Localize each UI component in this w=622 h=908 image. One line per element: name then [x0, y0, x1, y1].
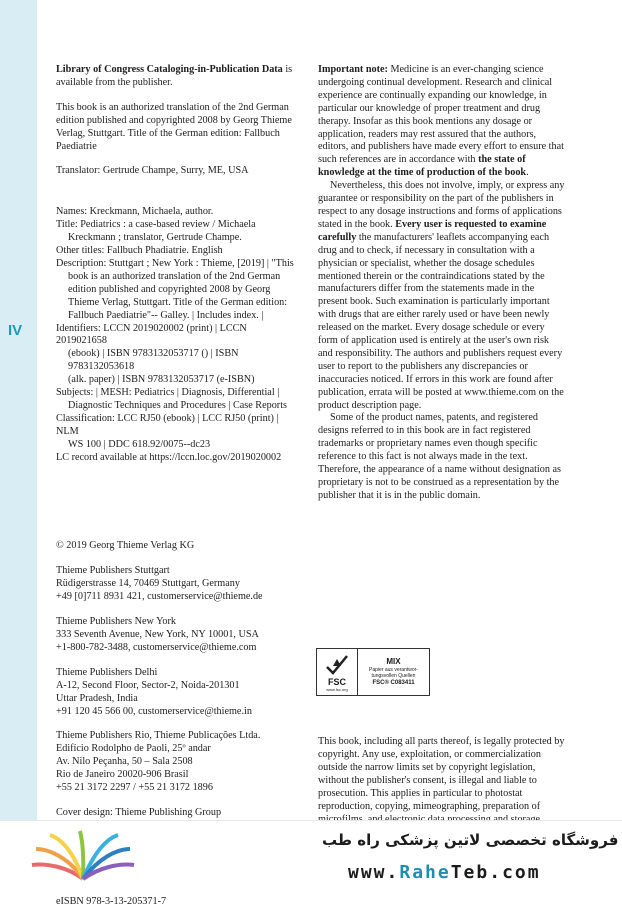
cip-line: Diagnostic Techniques and Procedures | Case Reports: [56, 400, 296, 413]
cip-line: book is an authorized translation of the 2nd German: [56, 271, 296, 284]
open-book-icon: [28, 829, 138, 885]
eisbn: eISBN 978-3-13-205371-7: [56, 896, 296, 908]
fsc-brand: FSC: [328, 677, 346, 687]
p2-b: the manufacturers' leaflets accompanying each drug and to check, if necessary in consultation with a physician or specialist, whether the dosage schedules mentioned therein or the contraindications stated by the manufacturers differ from the statements made in the present book. Such examination is particularly important with drugs that are either rarely used or have been newly released on the market. Every dosage schedule or every form of application used is entirely at the user's own risk and responsibility. The authors and publishers request every user to report to the publishers any discrepancies or inaccuracies noticed. If errors in this work are found after publication, errata will be posted at www.thieme.com on the product description page.: [318, 232, 564, 411]
trademark-paragraph: Some of the product names, patents, and registered designs referred to in this book are in fact registered trademarks or proprietary names even though specific reference to this fact is not always made in the text. Therefore, the appearance of a name without designation as proprietary is not to be construed as a representation by the publisher that it is in the public domain.: [318, 412, 566, 502]
cip-line: Identifiers: LCCN 2019020002 (print) | LCCN 2019021658: [56, 323, 296, 349]
tree-check-icon: [323, 653, 351, 677]
cip-line: Names: Kreckmann, Michaela, author.: [56, 206, 296, 219]
office-line: A-12, Second Floor, Sector-2, Noida-201301: [56, 680, 296, 693]
legal-paragraph: This book, including all parts thereof, is legally protected by copyright. Any use, exploitation, or commercialization outside the narrow limits set by copyright legislation, without the publisher's consent, is illegal and liable to prosecution. This applies in particular to photostat reproduction, copying, mimeographing, preparation of: [318, 736, 566, 826]
url-prefix: www.: [348, 862, 399, 883]
important-note: [318, 64, 566, 180]
office-delhi: [56, 667, 296, 719]
fsc-mix: MIX: [386, 657, 400, 667]
cip-line: LC record available at https://lccn.loc.gov/2019020002: [56, 452, 296, 465]
office-line: Edifício Rodolpho de Paoli, 25º andar: [56, 743, 296, 756]
fsc-code: FSC® C083411: [372, 679, 414, 688]
office-line: Rio de Janeiro 20020-906 Brasil: [56, 769, 296, 782]
p2-bold: Every user is requested to examine carefully: [318, 219, 546, 243]
url-accent: Rahe: [399, 862, 450, 883]
note-bold: the state of knowledge at the time of production of the book: [318, 154, 526, 178]
office-line: Thieme Publishers New York: [56, 616, 296, 629]
office-line: Thieme Publishers Stuttgart: [56, 565, 296, 578]
fsc-text: [358, 649, 429, 695]
cip-line: Kreckmann ; translator, Gertrude Champe.: [56, 232, 296, 245]
office-line: +49 [0]711 8931 421, customerservice@thieme.de: [56, 591, 296, 604]
url-suffix: .com: [489, 862, 540, 883]
fsc-line2: tungsvollen Quellen: [372, 673, 416, 679]
store-url: [348, 862, 541, 883]
loc-title: Library of Congress Cataloging-in-Publication Data: [56, 64, 283, 75]
right-column: [318, 64, 566, 503]
cip-line: Description: Stuttgart ; New York : Thieme, [2019] | "This: [56, 258, 296, 271]
translator: Translator: Gertrude Champe, Surry, ME, USA: [56, 165, 296, 178]
office-stuttgart: [56, 565, 296, 604]
note-end: .: [526, 167, 529, 178]
office-line: Av. Nilo Peçanha, 50 – Sala 2508: [56, 756, 296, 769]
cip-line: edition published and copyrighted 2008 by Georg: [56, 284, 296, 297]
office-rio: [56, 730, 296, 795]
copyright: © 2019 Georg Thieme Verlag KG: [56, 540, 296, 553]
fsc-logo: [316, 648, 430, 696]
note-label: Important note:: [318, 64, 388, 75]
cip-line: Thieme Verlag, Stuttgart. Title of the German edition:: [56, 297, 296, 310]
cip-line: Other titles: Fallbuch Phadiatrie. English: [56, 245, 296, 258]
url-mid: Teb: [451, 862, 490, 883]
note-text: Medicine is an ever-changing science undergoing continual development. Research and clinical experience are continually expanding our knowledge, in particular our knowledge of proper treatment and drug therapy. Insofar as this book mentions any dosage or application, readers may rest assured that the authors, editors, and publishers have made every effort to ensure that such references are in accordance with: [318, 64, 564, 165]
store-name: فروشگاه تخصصی لاتین پزشکی راه طب: [322, 831, 618, 849]
page-number: IV: [8, 322, 22, 339]
cip-line: Classification: LCC RJ50 (ebook) | LCC RJ50 (print) | NLM: [56, 413, 296, 439]
p2-a: Nevertheless, this does not involve, imply, or express any guarantee or responsibility on the part of the publishers in respect to any dosage instructions and forms of applications stated in the book.: [318, 180, 564, 230]
cip-line: (ebook) | ISBN 9783132053717 () | ISBN 9783132053618: [56, 348, 296, 374]
office-new-york: [56, 616, 296, 655]
left-column: [56, 64, 296, 908]
office-line: +1-800-782-3488, customerservice@thieme.com: [56, 642, 296, 655]
side-stripe: [0, 0, 37, 820]
loc-rest: is available from the publisher.: [56, 64, 292, 88]
cover-design: Cover design: Thieme Publishing Group: [56, 807, 296, 820]
cip-line: WS 100 | DDC 618.92/0075--dc23: [56, 439, 296, 452]
cip-block: [56, 206, 296, 464]
fsc-mark: [317, 649, 358, 695]
office-line: +91 120 45 566 00, customerservice@thieme.in: [56, 706, 296, 719]
cip-line: Fallbuch Paediatrie"-- Galley. | Includes index. |: [56, 310, 296, 323]
guarantee-paragraph: [318, 180, 566, 412]
fsc-line1: Papier aus verantwor-: [369, 667, 418, 673]
office-line: 333 Seventh Avenue, New York, NY 10001, USA: [56, 629, 296, 642]
cip-line: Title: Pediatrics : a case-based review / Michaela: [56, 219, 296, 232]
store-banner: [0, 820, 622, 892]
office-line: +55 21 3172 2297 / +55 21 3172 1896: [56, 782, 296, 795]
loc-paragraph: [56, 64, 296, 90]
office-line: Thieme Publishers Delhi: [56, 667, 296, 680]
translation-note: This book is an authorized translation of the 2nd German edition published and copyrighted 2008 by Georg Thieme Verlag, Stuttgart. Title of the German edition: Fallbuch Paediatrie: [56, 102, 296, 154]
office-line: Uttar Pradesh, India: [56, 693, 296, 706]
cip-line: Subjects: | MESH: Pediatrics | Diagnosis, Differential |: [56, 387, 296, 400]
office-line: Rüdigerstrasse 14, 70469 Stuttgart, Germany: [56, 578, 296, 591]
office-line: Thieme Publishers Rio, Thieme Publicações Ltda.: [56, 730, 296, 743]
fsc-url: www.fsc.org: [326, 687, 348, 692]
cip-line: (alk. paper) | ISBN 9783132053717 (e-ISBN): [56, 374, 296, 387]
